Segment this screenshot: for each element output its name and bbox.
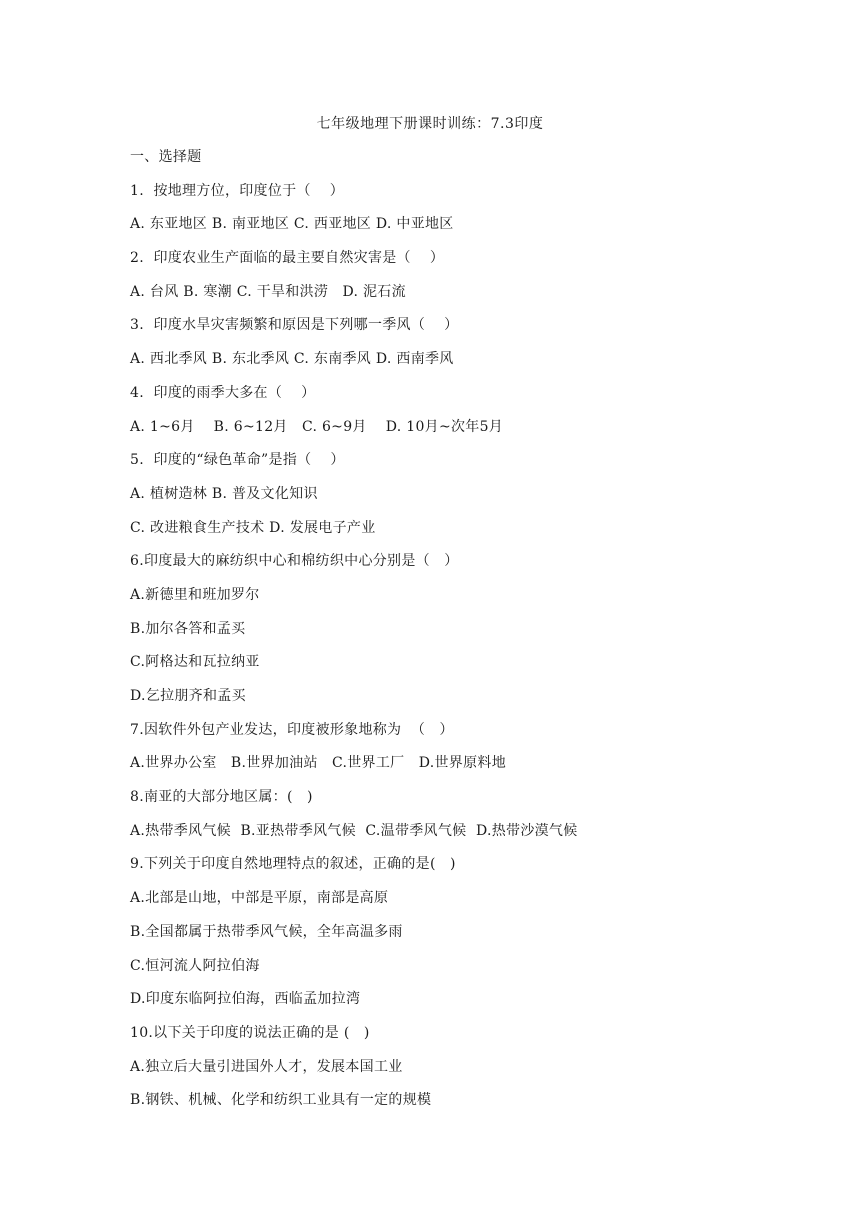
question-6-option-c: C.阿格达和瓦拉纳亚 (130, 654, 260, 671)
question-5: 5. 印度的“绿色革命”是指（ ） (130, 452, 345, 469)
question-9-option-d: D.印度东临阿拉伯海，西临孟加拉湾 (130, 991, 361, 1008)
question-9-option-b: B.全国都属于热带季风气候，全年高温多雨 (130, 923, 403, 940)
question-8-options: A.热带季风气候 B.亚热带季风气候 C.温带季风气候 D.热带沙漠气候 (130, 822, 578, 839)
question-10-option-b: B.钢铁、机械、化学和纺织工业具有一定的规模 (130, 1092, 432, 1109)
question-2-options: A. 台风 B. 寒潮 C. 干旱和洪涝 D. 泥石流 (130, 283, 406, 300)
question-5-options-ab: A. 植树造林 B. 普及文化知识 (130, 485, 318, 502)
question-3: 3. 印度水旱灾害频繁和原因是下列哪一季风（ ） (130, 317, 459, 334)
question-3-options: A. 西北季风 B. 东北季风 C. 东南季风 D. 西南季风 (130, 351, 454, 368)
question-2: 2. 印度农业生产面临的最主要自然灾害是（ ） (130, 250, 445, 267)
question-1-options: A. 东亚地区 B. 南亚地区 C. 西亚地区 D. 中亚地区 (130, 216, 454, 233)
question-6-option-a: A.新德里和班加罗尔 (130, 586, 260, 603)
question-1: 1. 按地理方位，印度位于（ ） (130, 182, 345, 199)
question-9-option-a: A.北部是山地，中部是平原，南部是高原 (130, 890, 389, 907)
question-list (130, 147, 770, 1124)
question-7: 7.因软件外包产业发达，印度被形象地称为 （ ） (130, 721, 454, 738)
document-title: 七年级地理下册课时训练：7.3印度 (316, 116, 544, 132)
question-10-option-a: A.独立后大量引进国外人才，发展本国工业 (130, 1058, 403, 1075)
question-6-option-d: D.乞拉朋齐和孟买 (130, 688, 246, 704)
question-6-option-b: B.加尔各答和孟买 (130, 620, 246, 637)
question-7-options: A.世界办公室 B.世界加油站 C.世界工厂 D.世界原料地 (130, 755, 506, 772)
question-9-option-c: C.恒河流人阿拉伯海 (130, 957, 260, 974)
question-9: 9.下列关于印度自然地理特点的叙述，正确的是( ) (130, 856, 456, 873)
section-heading: 一、选择题 (130, 149, 202, 165)
question-6: 6.印度最大的麻纺织中心和棉纺织中心分别是（ ） (130, 553, 459, 570)
question-4-options: A. 1~6月 B. 6~12月 C. 6~9月 D. 10月~次年5月 (130, 418, 504, 435)
question-10: 10.以下关于印度的说法正确的是 ( ) (130, 1024, 370, 1041)
question-8: 8.南亚的大部分地区属：( ) (130, 789, 313, 806)
question-4: 4. 印度的雨季大多在（ ） (130, 384, 316, 401)
question-5-options-cd: C. 改进粮食生产技术 D. 发展电子产业 (130, 519, 376, 536)
